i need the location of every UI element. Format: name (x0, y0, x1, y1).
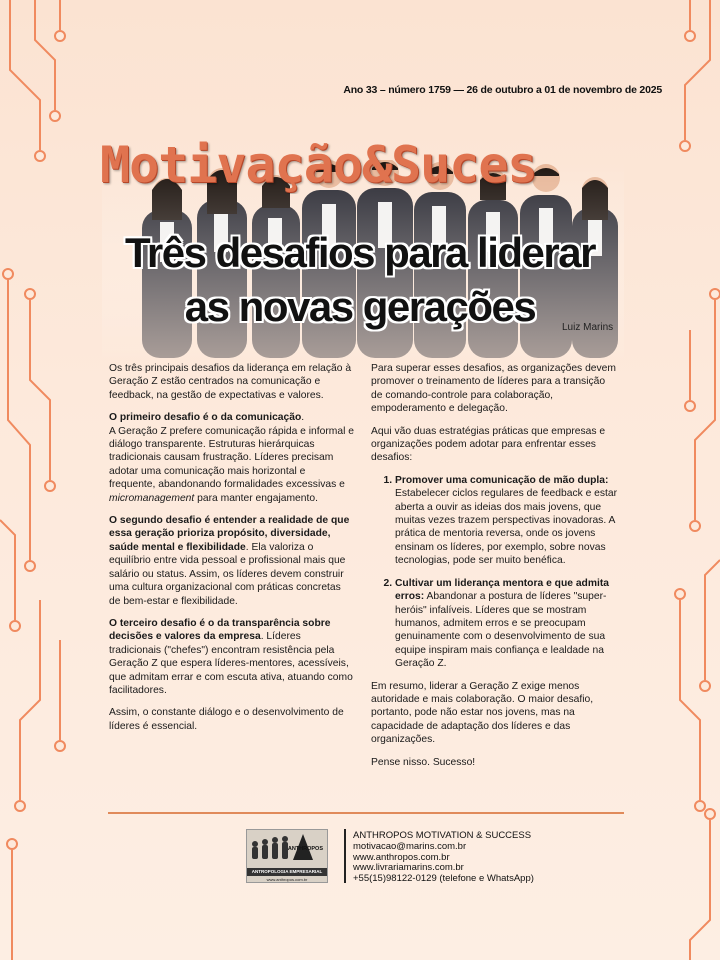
logo-url: www.anthropos.com.br (266, 877, 308, 882)
closing-line: Pense nisso. Sucesso! (371, 756, 476, 768)
summary-paragraph: Em resumo, liderar a Geração Z exige menos autoridade e mais colaboração. O maior desafio, portanto, pode não estar nos jovens, mas na capacidade de adaptação dos líderes e das organizações. (371, 680, 594, 746)
strategies-intro: Aqui vão duas estratégias práticas que empresas e organizações podem adotar para enfrentar esses desafios: (371, 425, 606, 464)
footer-divider (108, 812, 624, 814)
third-challenge-paragraph: O terceiro desafio é o da transparência sobre decisões e valores da empresa. Líderes tradicionais ("chefes") encontram resistência pela Geração Z que espera líderes-mentores, acessíveis, que admitam errar e com escuta ativa, atuando como facilitadores. (109, 617, 353, 696)
strategy-item-1 (395, 474, 619, 568)
second-challenge-heading: O segundo desafio é entender a realidade de que essa geração prioriza propósito, diversidade, saúde mental e flexibilidade (109, 515, 350, 553)
headline-line-1: Três desafios para liderar (125, 229, 595, 276)
masthead-title: Motivação&Suces (100, 136, 537, 194)
website-livraria[interactable]: www.livrariamarins.com.br (353, 862, 464, 874)
left-column (109, 362, 354, 742)
contact-phone: +55(15)98122-0129 (telefone e WhatsApp) (353, 873, 534, 885)
second-challenge-text: Ela valoriza o equilíbrio entre vida pessoal e profissional mais que salário ou status. Assim, os líderes devem construir uma cultura organizacional com práticas concretas de bem-estar e flexibilidade. (109, 541, 346, 607)
headline-line-2: as novas gerações (184, 283, 536, 330)
contact-block (353, 831, 534, 885)
author-name: Luiz Marins (562, 322, 614, 333)
first-challenge-heading: O primeiro desafio é o da comunicação (109, 412, 302, 424)
anthropos-logo (246, 829, 328, 883)
first-challenge-tail: para manter engajamento. (197, 492, 318, 504)
issue-line: Ano 33 – número 1759 — 26 de outubro a 01 de novembro de 2025 (343, 84, 662, 96)
strategy-item-2 (395, 577, 619, 671)
circuit-decoration-left (0, 0, 110, 960)
strategy-2-heading: Cultivar um liderança mentora e que admita erros: (395, 577, 610, 603)
contact-email[interactable]: motivacao@marins.com.br (353, 840, 467, 852)
left-conclusion-paragraph: Assim, o constante diálogo e o desenvolvimento de líderes é essencial. (109, 707, 344, 732)
third-challenge-text: Líderes tradicionais ("chefes") encontram resistência pela Geração Z que espera líderes-mentores, acessíveis, que admitam errar e com escuta ativa, atuando como facilitadores. (109, 631, 353, 696)
first-challenge-paragraph: O primeiro desafio é o da comunicação. A Geração Z prefere comunicação rápida e informal e diálogo transparente. Estruturas hierárquicas tradicionais causam frustração. Líderes precisam adotar uma comunicação mais horizontal e frequente, abandonando formalidades excessivas e micromanagement para manter engajamento. (109, 412, 354, 504)
company-name: ANTHROPOS MOTIVATION & SUCCESS (353, 830, 532, 841)
intro-paragraph: Os três principais desafios da liderança em relação à Geração Z estão centrados na comunicação e feedback, na gestão de expectativas e valores. (109, 363, 352, 401)
strategy-1-heading: Promover uma comunicação de mão dupla: (395, 474, 609, 486)
logo-band: ANTROPOLOGIA EMPRESARIAL (247, 868, 327, 876)
second-challenge-paragraph: O segundo desafio é entender a realidade de que essa geração prioriza propósito, diversidade, saúde mental e flexibilidade. Ela valoriza o equilíbrio entre vida pessoal e profissional mais que salário ou status. Assim, os líderes devem construir uma cultura organizacional com práticas concretas de bem-estar e flexibilidade. (109, 515, 350, 607)
right-column (371, 362, 619, 778)
website-anthropos[interactable]: www.anthropos.com.br (353, 851, 450, 863)
third-challenge-heading: O terceiro desafio é o da transparência sobre decisões e valores da empresa (109, 617, 331, 643)
first-challenge-text: A Geração Z prefere comunicação rápida e informal e diálogo transparente. Estruturas hierárquicas tradicionais causam frustração. Líderes precisam adotar uma comunicação mais horizontal e frequente, abandonando formalidades excessivas e (109, 425, 354, 491)
strategy-1-text: Estabelecer ciclos regulares de feedback e estar aberta a ouvir as ideias dos mais jovens, que muitas vezes trazem perspectivas inovadoras. A prática de mentoria reversa, onde os jovens ensinam os líderes, por exemplo, sobre novas tecnologias, pode ser muito benéfica. (395, 488, 618, 567)
logo-brand: ANTHROPOS (287, 846, 323, 852)
overcome-paragraph: Para superar esses desafios, as organizações devem promover o treinamento de líderes para a transição de comando-controle para colaboração, empoderamento e delegação. (371, 363, 616, 415)
headline (0, 226, 720, 334)
contact-separator (344, 829, 346, 883)
strategies-list (371, 474, 619, 671)
circuit-decoration-right (610, 0, 720, 960)
micromanagement-term: micromanagement (109, 492, 195, 504)
strategy-2-text: Abandonar a postura de líderes "super-heróis" infalíveis. Líderes que se mostram humanos, admitem erros e se preocupam genuinamente com o desenvolvimento de sua equipe inspiram mais confiança e lealdade na Geração Z. (395, 591, 607, 670)
